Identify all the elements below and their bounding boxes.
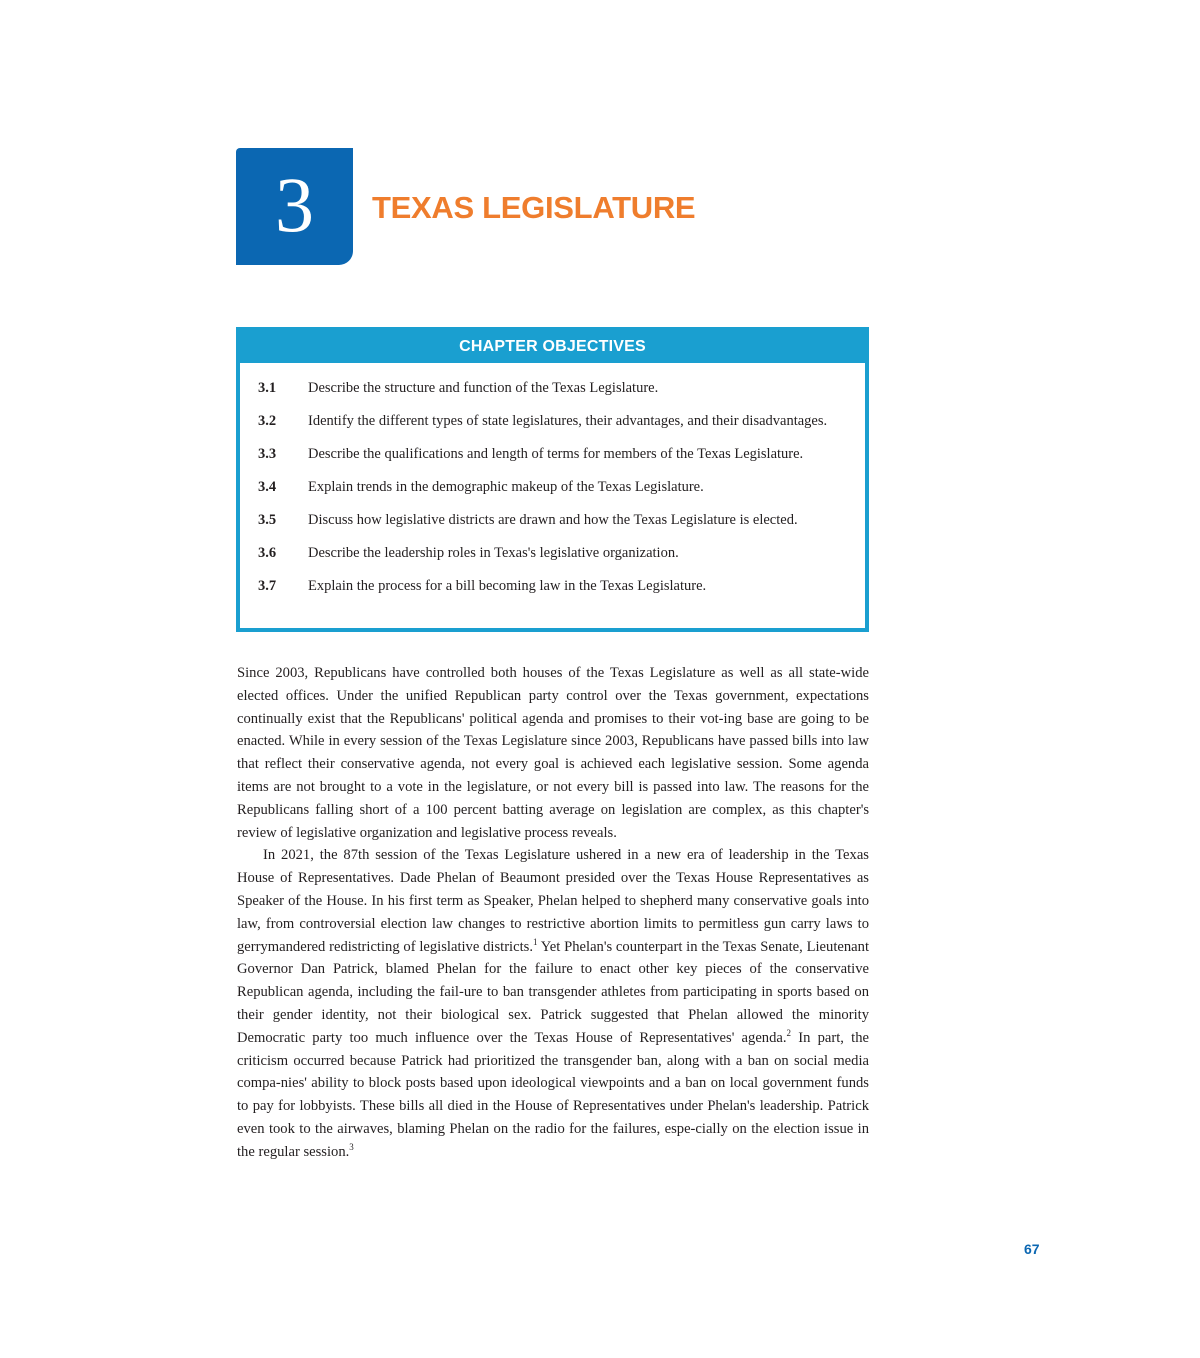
footnote-marker-1: 1 — [532, 936, 538, 947]
objective-number: 3.2 — [258, 413, 277, 429]
objective-number: 3.4 — [258, 479, 277, 495]
chapter-number-box — [236, 148, 353, 265]
objective-text: Describe the structure and function of the Texas Legislature. — [308, 380, 659, 396]
objective-item — [258, 509, 847, 531]
objective-text: Describe the qualifications and length of terms for members of the Texas Legislature. — [308, 446, 804, 462]
objective-item — [258, 410, 847, 432]
objective-number: 3.6 — [258, 545, 277, 561]
objective-number: 3.7 — [258, 578, 277, 594]
objective-text: Describe the leadership roles in Texas's legislative organization. — [308, 545, 679, 561]
objective-item — [258, 443, 847, 465]
chapter-title: TEXAS LEGISLATURE — [372, 190, 696, 225]
objective-text: Explain trends in the demographic makeup of the Texas Legislature. — [308, 479, 704, 495]
body-paragraph-2-part-b: Yet Phelan's counterpart in the Texas Senate, Lieutenant Governor Dan Patrick, blamed Phelan for the failure to enact other key pieces of the conservative Republican agenda, including the fail-ure to ban transgender athletes from participating in sports based on their gender identity, not their biological sex. Patrick suggested that Phelan allowed the minority Democratic party too much influence over the Texas House of Representatives' agenda. — [237, 938, 869, 1046]
objective-text: Identify the different types of state legislatures, their advantages, and their disadvantages. — [308, 413, 828, 429]
page-number: 67 — [1024, 1241, 1040, 1257]
chapter-body-text — [237, 662, 869, 1164]
objective-item — [258, 476, 847, 498]
objective-item — [258, 377, 847, 399]
objectives-header: CHAPTER OBJECTIVES — [240, 331, 865, 363]
footnote-marker-2: 2 — [786, 1027, 792, 1038]
objective-number: 3.5 — [258, 512, 277, 528]
chapter-number: 3 — [275, 160, 314, 248]
chapter-objectives-box — [236, 327, 869, 632]
objectives-list — [240, 363, 865, 597]
body-paragraph-2-part-a: In 2021, the 87th session of the Texas Legislature ushered in a new era of leadership in the Texas House of Representatives. Dade Phelan of Beaumont presided over the Texas House Representatives as Speaker of the House. In his first term as Speaker, Phelan helped to shepherd many conservative goals into law, from controversial election law changes to restrictive abortion limits to permitless gun carry laws to gerrymandered redistricting of legislative districts. — [237, 847, 869, 955]
objective-item — [258, 575, 847, 597]
objective-text: Explain the process for a bill becoming law in the Texas Legislature. — [308, 578, 707, 594]
objective-item — [258, 542, 847, 564]
body-paragraph-2 — [237, 844, 869, 1163]
body-paragraph-2-part-c: In part, the criticism occurred because Patrick had prioritized the transgender ban, along with a ban on social media compa-nies' ability to block posts based upon ideological viewpoints and a ban on local government funds to pay for lobbyists. These bills all died in the House of Representatives under Phelan's leadership. Patrick even took to the airwaves, blaming Phelan on the radio for the failures, espe-cially on the election issue in the regular session. — [237, 1029, 869, 1160]
objective-text: Discuss how legislative districts are drawn and how the Texas Legislature is elected. — [308, 512, 798, 528]
body-paragraph-1: Since 2003, Republicans have controlled both houses of the Texas Legislature as well as all state-wide elected offices. Under the unified Republican party control over the Texas government, expectations continually exist that the Republicans' political agenda and promises to their vot-ing base are going to be enacted. While in every session of the Texas Legislature since 2003, Republicans have passed bills into law that reflect their conservative agenda, not every goal is achieved each legislative session. Some agenda items are not brought to a vote in the legislature, or not every bill is passed into law. The reasons for the Republicans falling short of a 100 percent batting average on legislation are complex, as this chapter's review of legislative organization and legislative process reveals. — [237, 665, 869, 841]
footnote-marker-3: 3 — [349, 1141, 354, 1152]
objective-number: 3.3 — [258, 446, 277, 462]
objective-number: 3.1 — [258, 380, 277, 396]
